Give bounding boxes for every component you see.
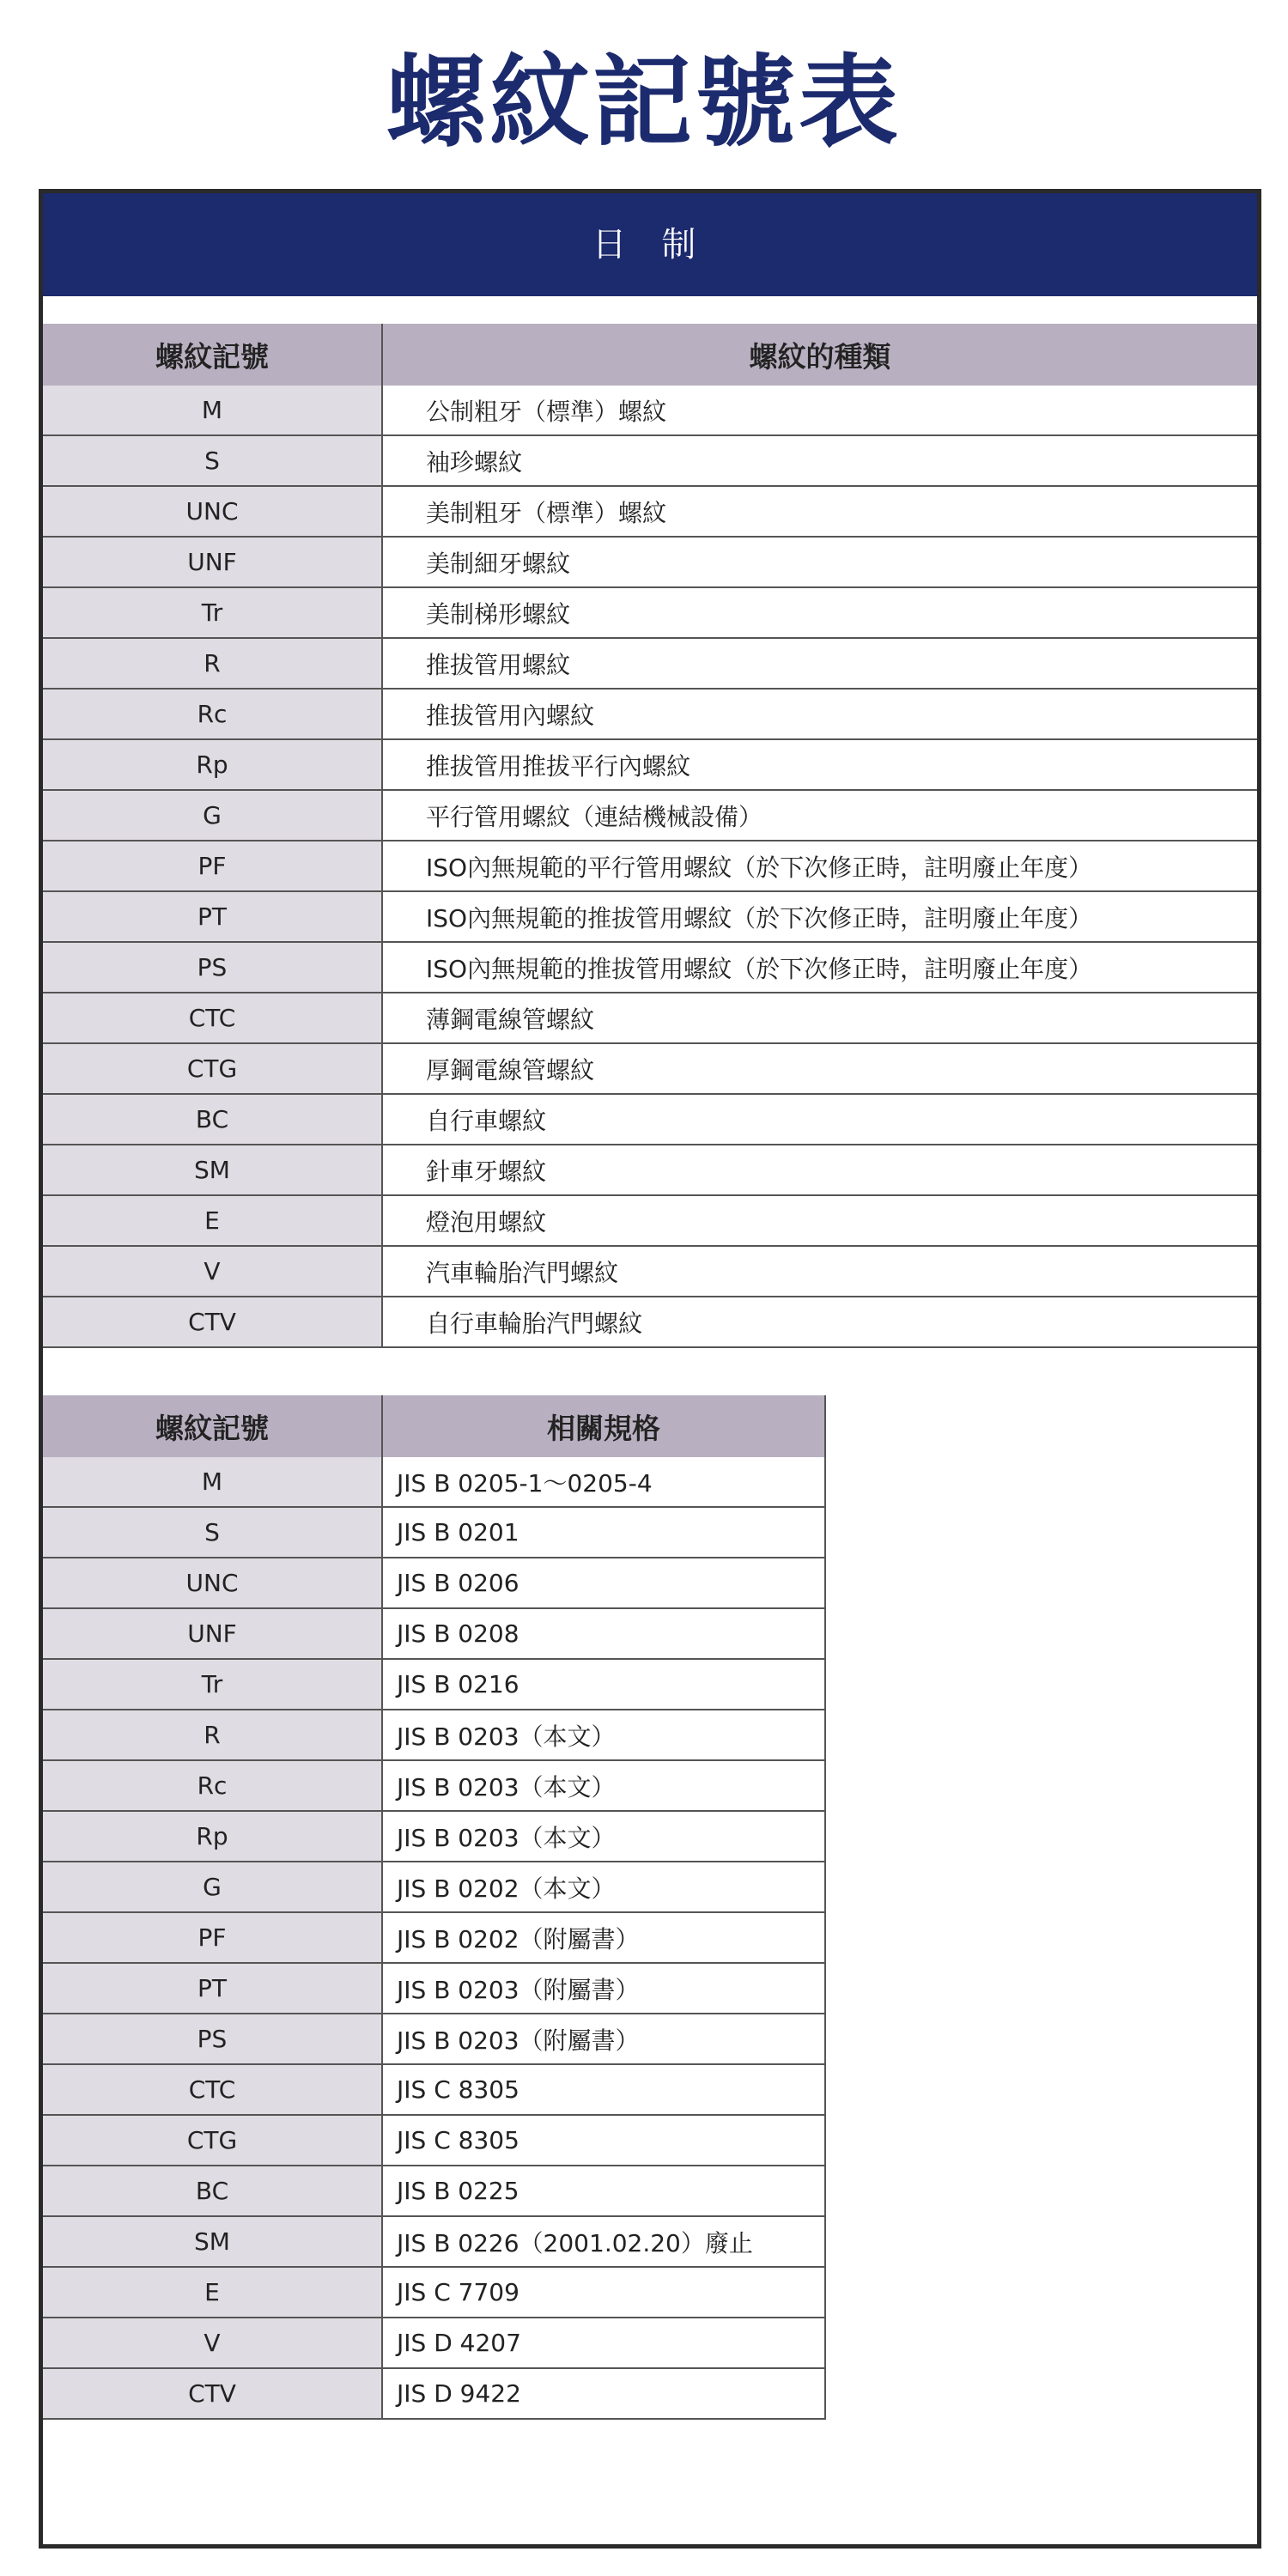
table-row [43,638,1257,689]
standard-cell: JIS B 0203（本文） [382,1710,825,1760]
thread-code-cell: S [43,435,382,486]
column-header-code: 螺紋記號 [43,1395,382,1457]
table-row [43,1507,825,1558]
thread-type-cell: 推拔管用內螺紋 [382,689,1257,739]
thread-type-cell: 公制粗牙（標準）螺紋 [382,386,1257,435]
section-header: 日 制 [43,193,1257,296]
table-row [43,2166,825,2216]
thread-type-cell: 針車牙螺紋 [382,1145,1257,1195]
thread-code-cell: M [43,386,382,435]
table-row [43,1862,825,1912]
column-header-type: 螺紋的種類 [382,324,1257,386]
table-row [43,891,1257,942]
thread-type-cell: 自行車螺紋 [382,1094,1257,1145]
thread-code-cell: E [43,2267,382,2318]
table-row [43,386,1257,435]
thread-type-cell: 薄鋼電線管螺紋 [382,993,1257,1043]
thread-code-cell: CTV [43,1297,382,1347]
table-row [43,841,1257,891]
table-header-row [43,324,1257,386]
table-row [43,790,1257,841]
table-row [43,587,1257,638]
thread-code-cell: PS [43,942,382,993]
thread-type-cell: 美制粗牙（標準）螺紋 [382,486,1257,537]
thread-type-cell: 燈泡用螺紋 [382,1195,1257,1246]
thread-code-cell: UNC [43,486,382,537]
standard-cell: JIS B 0202（本文） [382,1862,825,1912]
column-header-code: 螺紋記號 [43,324,382,386]
thread-code-cell: SM [43,2216,382,2267]
table-row [43,1760,825,1811]
table-row [43,2014,825,2064]
thread-type-cell: ISO內無規範的平行管用螺紋（於下次修正時，註明廢止年度） [382,841,1257,891]
thread-type-cell: 汽車輪胎汽門螺紋 [382,1246,1257,1297]
table-row [43,1608,825,1659]
thread-type-cell: 平行管用螺紋（連結機械設備） [382,790,1257,841]
thread-type-cell: ISO內無規範的推拔管用螺紋（於下次修正時，註明廢止年度） [382,942,1257,993]
table-row [43,2216,825,2267]
thread-code-cell: PF [43,1912,382,1963]
table-row [43,1297,1257,1347]
thread-code-cell: CTV [43,2368,382,2419]
thread-code-cell: E [43,1195,382,1246]
table-row [43,1912,825,1963]
thread-code-cell: Rp [43,1811,382,1862]
thread-code-cell: PT [43,891,382,942]
thread-code-cell: M [43,1457,382,1507]
thread-code-cell: Rc [43,689,382,739]
thread-code-cell: Tr [43,587,382,638]
thread-code-cell: Rp [43,739,382,790]
thread-code-cell: SM [43,1145,382,1195]
standard-cell: JIS C 7709 [382,2267,825,2318]
thread-type-cell: 袖珍螺紋 [382,435,1257,486]
table-row [43,435,1257,486]
thread-code-cell: CTG [43,2115,382,2166]
thread-code-cell: G [43,790,382,841]
thread-code-cell: V [43,1246,382,1297]
table-row [43,1195,1257,1246]
standard-cell: JIS B 0216 [382,1659,825,1710]
content-frame [39,189,1261,2549]
standard-cell: JIS B 0203（附屬書） [382,2014,825,2064]
thread-type-cell: 美制梯形螺紋 [382,587,1257,638]
table-row [43,1457,825,1507]
table-row [43,486,1257,537]
standard-cell: JIS B 0203（附屬書） [382,1963,825,2014]
standard-cell: JIS B 0226（2001.02.20）廢止 [382,2216,825,2267]
standard-cell: JIS C 8305 [382,2115,825,2166]
table-row [43,1043,1257,1094]
page-title: 螺紋記號表 [386,45,902,161]
table-row [43,993,1257,1043]
thread-code-cell: CTC [43,2064,382,2115]
thread-type-cell: 推拔管用推拔平行內螺紋 [382,739,1257,790]
table-row [43,2318,825,2368]
table-row [43,2115,825,2166]
table-row [43,2267,825,2318]
thread-types-table [43,324,1257,1348]
thread-code-cell: PF [43,841,382,891]
thread-code-cell: CTG [43,1043,382,1094]
table-row [43,2064,825,2115]
standard-cell: JIS B 0205-1～0205-4 [382,1457,825,1507]
thread-code-cell: BC [43,2166,382,2216]
thread-code-cell: Tr [43,1659,382,1710]
standard-cell: JIS D 9422 [382,2368,825,2419]
thread-type-cell: 美制細牙螺紋 [382,537,1257,587]
standard-cell: JIS B 0203（本文） [382,1811,825,1862]
thread-code-cell: PT [43,1963,382,2014]
thread-code-cell: S [43,1507,382,1558]
table-row [43,1659,825,1710]
table-row [43,1094,1257,1145]
thread-code-cell: G [43,1862,382,1912]
table-row [43,1710,825,1760]
standard-cell: JIS B 0208 [382,1608,825,1659]
standard-cell: JIS C 8305 [382,2064,825,2115]
thread-code-cell: R [43,1710,382,1760]
thread-type-cell: 推拔管用螺紋 [382,638,1257,689]
standard-cell: JIS B 0225 [382,2166,825,2216]
standard-cell: JIS B 0202（附屬書） [382,1912,825,1963]
table-row [43,1558,825,1608]
table-row [43,1811,825,1862]
table-row [43,1246,1257,1297]
thread-type-cell: 厚鋼電線管螺紋 [382,1043,1257,1094]
table-row [43,2368,825,2419]
thread-code-cell: UNC [43,1558,382,1608]
standard-cell: JIS B 0206 [382,1558,825,1608]
table-header-row [43,1395,825,1457]
table-row [43,739,1257,790]
thread-code-cell: UNF [43,1608,382,1659]
table-row [43,537,1257,587]
thread-type-cell: 自行車輪胎汽門螺紋 [382,1297,1257,1347]
thread-standards-table [43,1395,826,2420]
standard-cell: JIS D 4207 [382,2318,825,2368]
thread-code-cell: UNF [43,537,382,587]
standard-cell: JIS B 0201 [382,1507,825,1558]
table-row [43,689,1257,739]
thread-code-cell: CTC [43,993,382,1043]
thread-code-cell: V [43,2318,382,2368]
thread-code-cell: PS [43,2014,382,2064]
standard-cell: JIS B 0203（本文） [382,1760,825,1811]
table-row [43,942,1257,993]
thread-code-cell: BC [43,1094,382,1145]
table-row [43,1145,1257,1195]
table-row [43,1963,825,2014]
thread-code-cell: Rc [43,1760,382,1811]
column-header-standard: 相關規格 [382,1395,825,1457]
thread-code-cell: R [43,638,382,689]
thread-type-cell: ISO內無規範的推拔管用螺紋（於下次修正時，註明廢止年度） [382,891,1257,942]
